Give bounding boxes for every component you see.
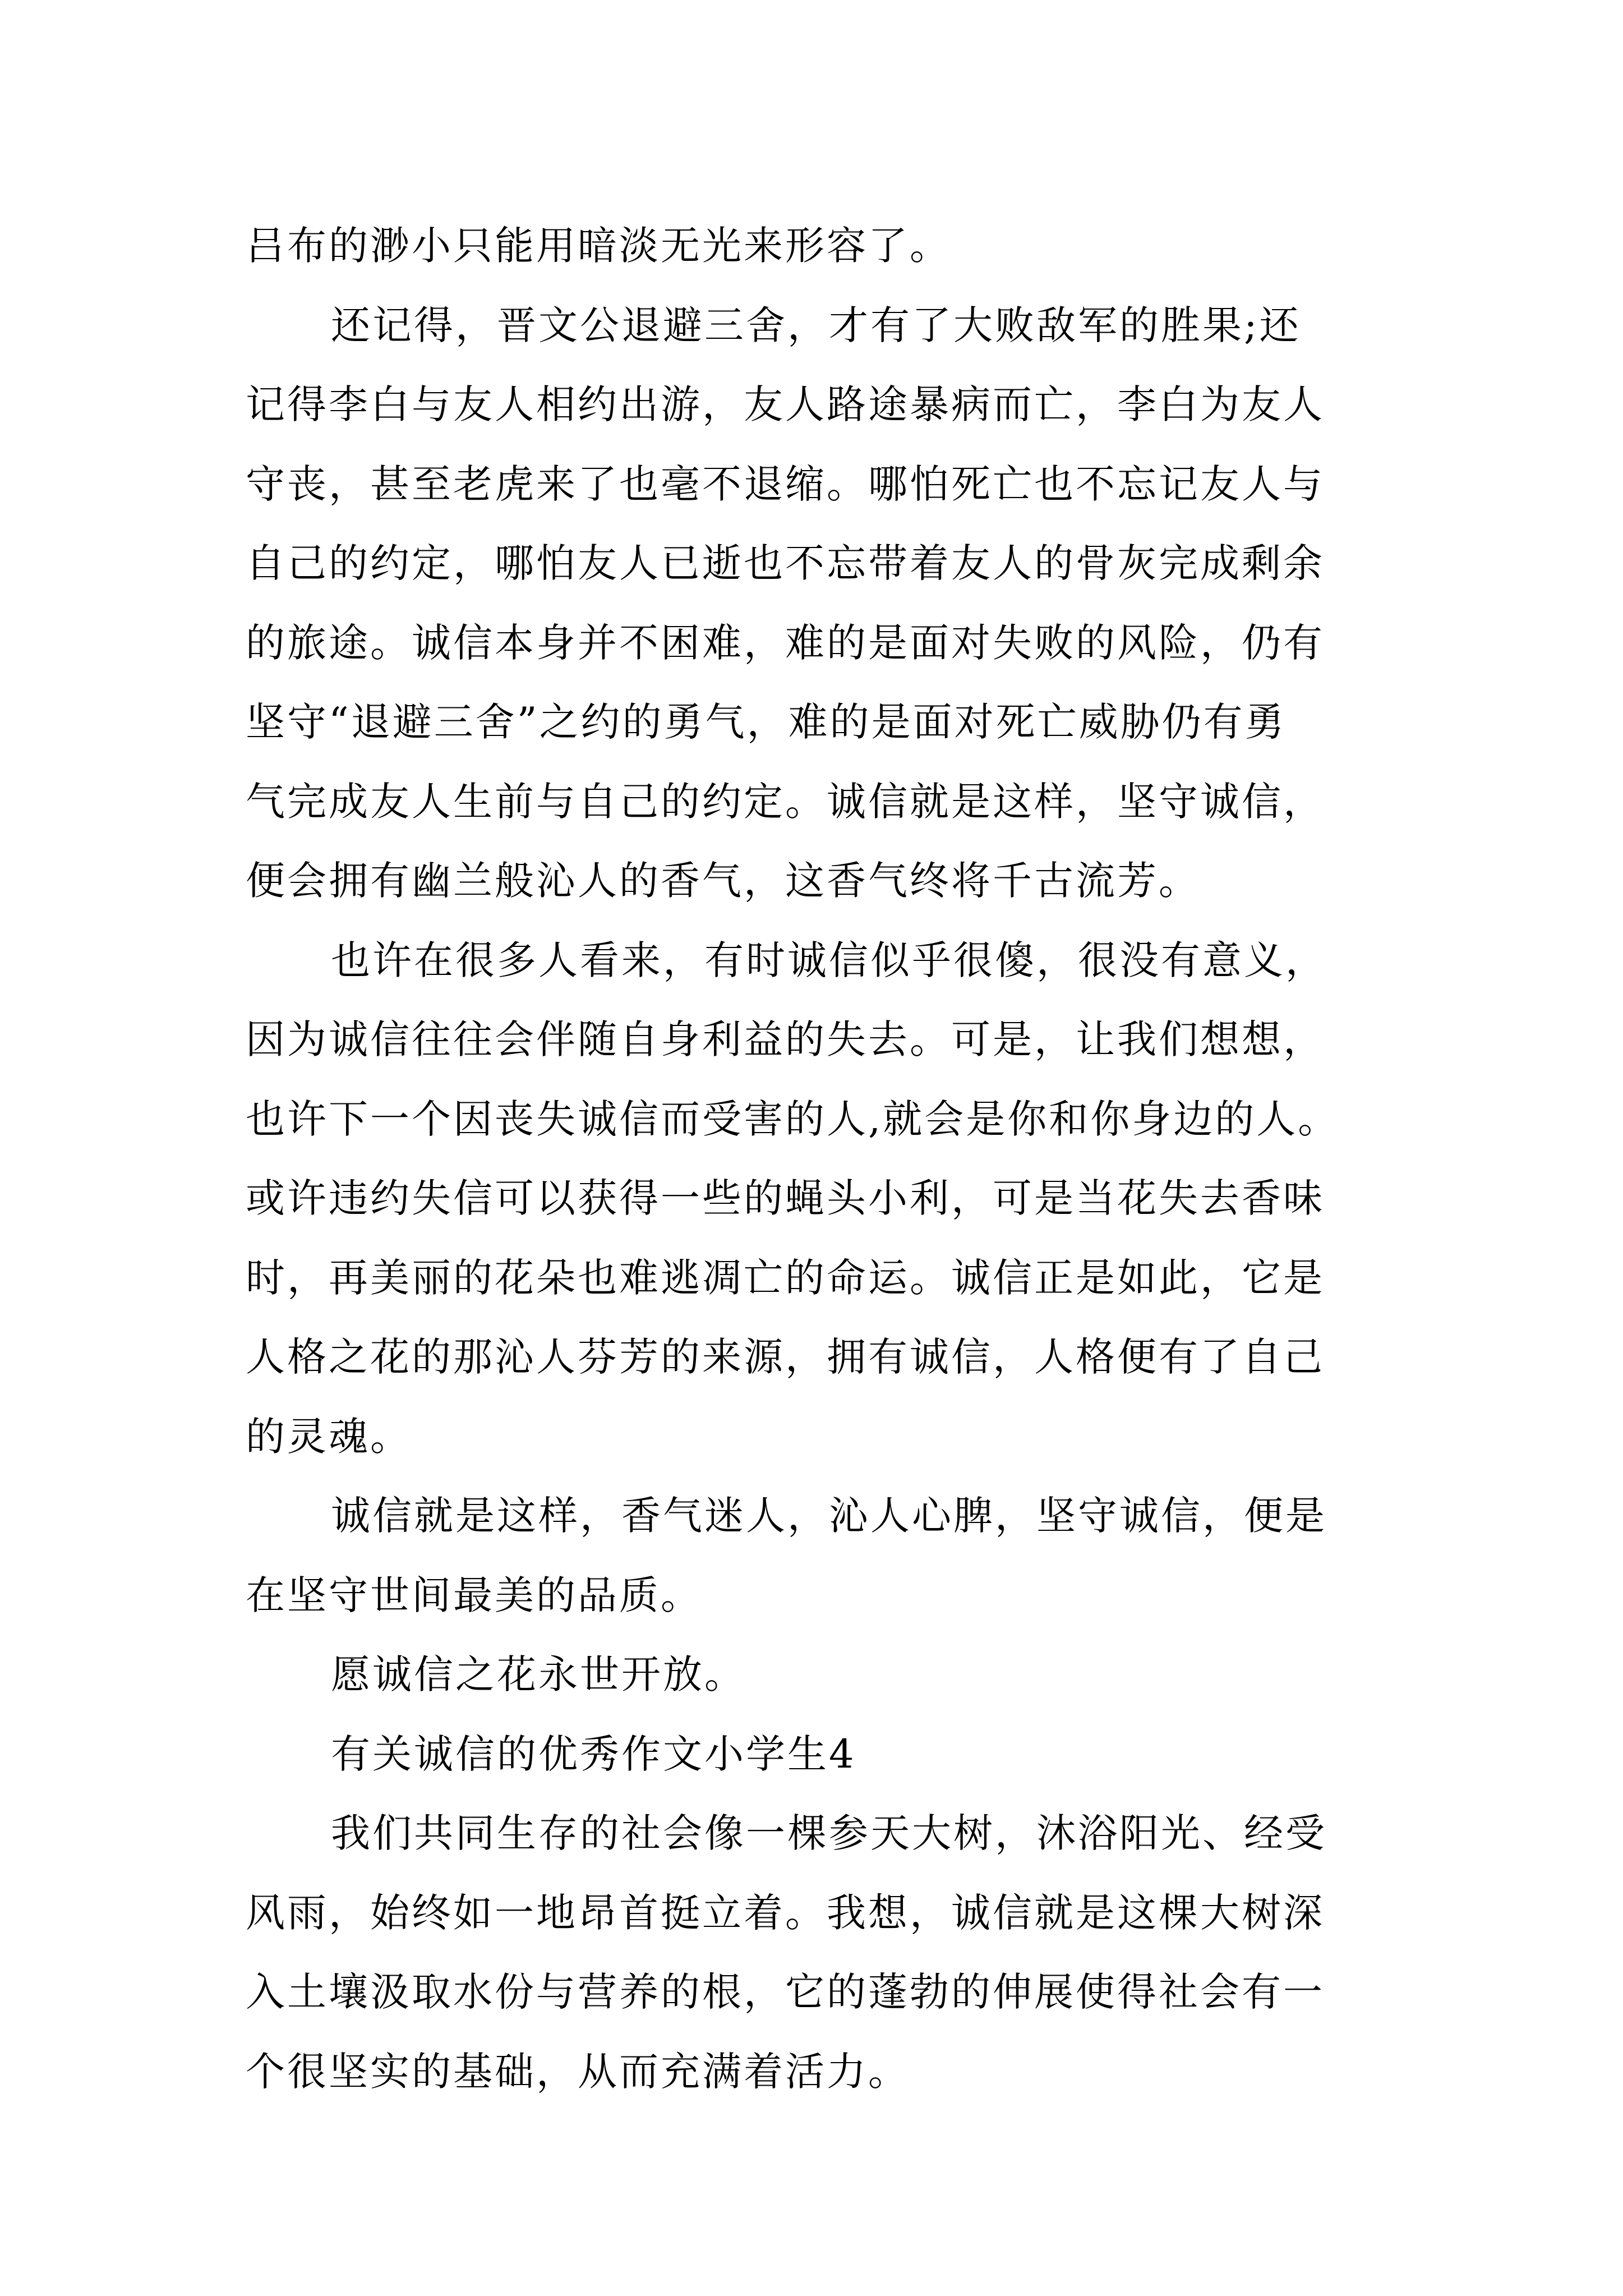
paragraph-start-line: 诚信就是这样，香气迷人，沁人心脾，坚守诚信，便是 — [331, 1493, 1327, 1539]
text-line: 因为诚信往往会伴随自身利益的失去。可是，让我们想想， — [246, 1016, 1325, 1062]
text-line: 入土壤汲取水份与营养的根，它的蓬勃的伸展使得社会有一 — [246, 1969, 1325, 2015]
text-line: 自己的约定，哪怕友人已逝也不忘带着友人的骨灰完成剩余 — [246, 540, 1325, 586]
document-body — [246, 206, 1384, 2111]
text-line: 吕布的渺小只能用暗淡无光来形容了。 — [246, 223, 951, 269]
text-line: 守丧，甚至老虎来了也毫不退缩。哪怕死亡也不忘记友人与 — [246, 461, 1325, 507]
text-line: 坚守“退避三舍”之约的勇气，难的是面对死亡威胁仍有勇 — [246, 699, 1287, 745]
paragraph-start-line: 还记得，晋文公退避三舍，才有了大败敌军的胜果;还 — [331, 302, 1301, 348]
paragraph-start-line: 也许在很多人看来，有时诚信似乎很傻，很没有意义， — [331, 937, 1327, 983]
text-line: 时，再美丽的花朵也难逃凋亡的命运。诚信正是如此，它是 — [246, 1254, 1325, 1301]
text-line: 的灵魂。 — [246, 1413, 412, 1460]
text-line: 记得李白与友人相约出游，友人路途暴病而亡，李白为友人 — [246, 381, 1325, 427]
paragraph-line: 愿诚信之花永世开放。 — [331, 1651, 746, 1697]
paragraph-start-line: 我们共同生存的社会像一棵参天大树，沐浴阳光、经受 — [331, 1810, 1327, 1856]
text-line: 人格之花的那沁人芬芳的来源，拥有诚信，人格便有了自己 — [246, 1334, 1325, 1380]
text-line: 也许下一个因丧失诚信而受害的人,就会是你和你身边的人。 — [246, 1096, 1340, 1142]
text-line: 或许违约失信可以获得一些的蝇头小利，可是当花失去香味 — [246, 1175, 1325, 1221]
text-line: 在坚守世间最美的品质。 — [246, 1572, 702, 1618]
text-line: 风雨，始终如一地昂首挺立着。我想，诚信就是这棵大树深 — [246, 1889, 1325, 1936]
text-line: 的旅途。诚信本身并不困难，难的是面对失败的风险，仍有 — [246, 619, 1325, 666]
text-line: 便会拥有幽兰般沁人的香气，这香气终将千古流芳。 — [246, 858, 1200, 904]
text-line: 气完成友人生前与自己的约定。诚信就是这样，坚守诚信， — [246, 778, 1325, 825]
text-line: 个很坚实的基础，从而充满着活力。 — [246, 2048, 910, 2095]
section-heading: 有关诚信的优秀作文小学生4 — [331, 1731, 856, 1777]
